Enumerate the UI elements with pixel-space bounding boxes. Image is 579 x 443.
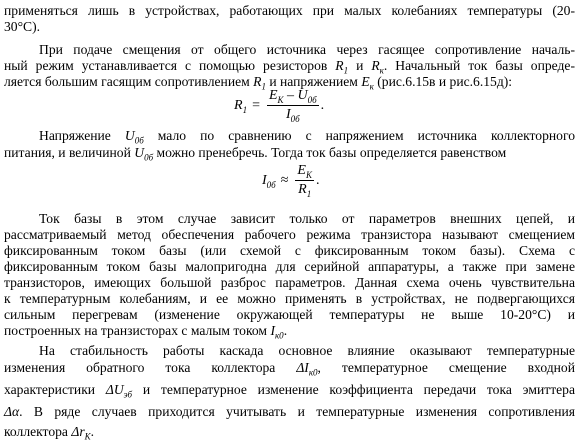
paragraph-line: транзисторов, имеющих большой разброс параметров. Данная схема очень чувствительна xyxy=(4,275,575,290)
paragraph-line: к температурным колебаниям, и ее можно применять в устройствах, не подвергающихся xyxy=(4,291,575,306)
paragraph-line: При подаче смещения от общего источника через гасящее сопротивление началь- xyxy=(39,42,575,57)
symbol-r1: $R_1$ xyxy=(335,58,349,76)
paragraph-line: применяться лишь в устройствах, работающих при малых колебаниях температуры (20- xyxy=(4,3,575,18)
symbol-delta-ueb: $\Delta U_{эб}$ xyxy=(105,382,133,400)
paragraph-line: коллектора $\Delta r_К$. xyxy=(4,424,95,442)
symbol-ek: $E_к$ xyxy=(361,74,374,92)
paragraph-line: Напряжение $U_{0б}$ мало по сравнению с напряжением источника коллекторного xyxy=(39,128,575,146)
paragraph-line: фиксированным током базы (или схемой с фиксированным током базы). Схема с xyxy=(4,243,575,258)
symbol-delta-alpha: Δα xyxy=(4,404,20,419)
symbol-u0b: $U_{0б}$ xyxy=(134,145,154,163)
paragraph-line: характеристики $\Delta U_{эб}$ и температурное изменение коэффициента передачи тока эмиттера xyxy=(4,382,576,400)
formula-i0b: $I_{0б}$ ≈ $\frac{E_К}{R_1}$ . xyxy=(262,163,320,199)
paragraph-line: сильным перегревам (изменение окружающей температуры не выше 10-20°С) и xyxy=(4,307,575,322)
paragraph-line: фиксированным током базы малопригодна для серийной аппаратуры, а также при замене xyxy=(4,259,575,274)
paragraph-line: ный режим устанавливается с помощью резисторов $R_1$ и $R_к$. Начальный ток базы опреде- xyxy=(4,58,575,76)
symbol-r1: $R_1$ xyxy=(253,74,266,92)
paragraph-line: 30°С). xyxy=(4,19,41,34)
paragraph-line: Δα. В ряде случаев приходится учитывать и температурные изменения сопротивления xyxy=(4,404,575,419)
symbol-rk: $R_к$ xyxy=(371,58,384,76)
paragraph-line: На стабильность работы каскада основное влияние оказывают температурные xyxy=(39,343,575,358)
paragraph-line: построенных на транзисторах с малым током $I_{к0}$. xyxy=(4,323,288,341)
fraction: $\frac{E_К - U_{0б}}{I_{0б}}$ xyxy=(268,88,317,124)
fraction: $\frac{E_К}{R_1}$ xyxy=(297,163,312,199)
paragraph-line: рассматриваемый метод обеспечения рабочего режима транзистора называют смещением xyxy=(4,227,575,242)
symbol-delta-rk: $\Delta r_К$ xyxy=(71,424,91,442)
paragraph-line: питания, и величиной $U_{0б}$ можно пренебречь. Тогда ток базы определяется равенством xyxy=(4,145,507,163)
paragraph-line: изменения обратного тока коллектора $\Delta I_{к0}$, температурное смещение входной xyxy=(4,360,576,378)
symbol-delta-ik0: $\Delta I_{к0}$ xyxy=(296,360,318,378)
formula-r1: $R_1$ = $\frac{E_К - U_{0б}}{I_{0б}}$ . xyxy=(234,88,325,124)
symbol-u0b: $U_{0б}$ xyxy=(124,128,144,146)
symbol-ik0: $I_{к0}$ xyxy=(270,323,284,341)
paragraph-line: ляется большим гасящим сопротивлением $R_1$ и напряжением $E_к$ (рис.6.15в и рис.6.15д): xyxy=(4,74,513,92)
paragraph-line: Ток базы в этом случае зависит только от параметров внешних цепей, и xyxy=(39,211,575,226)
